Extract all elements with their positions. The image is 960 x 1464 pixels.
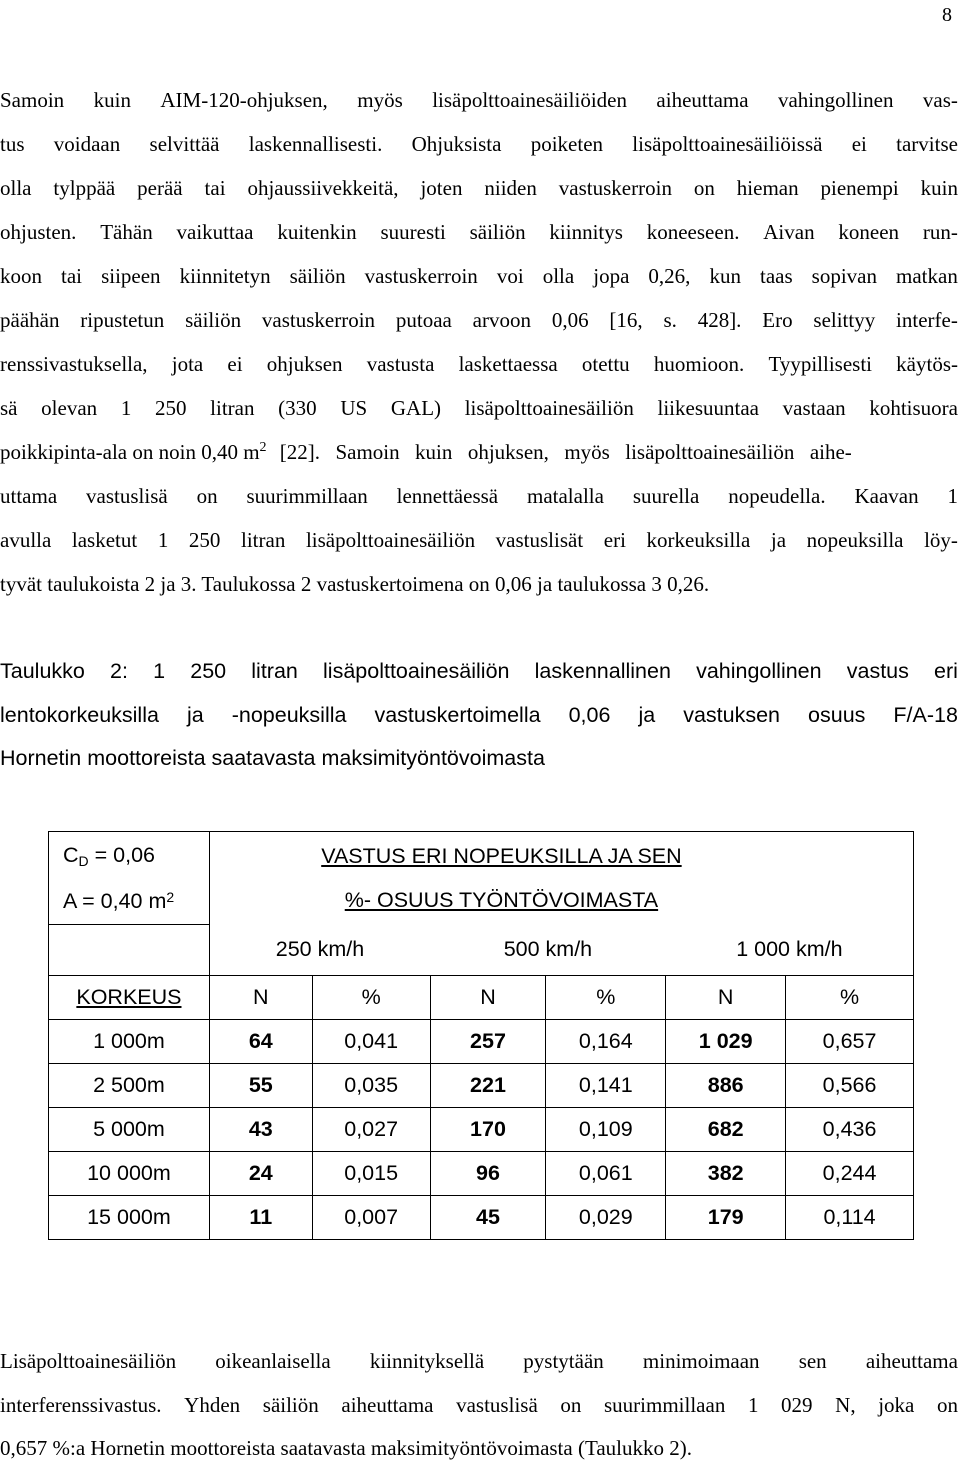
cross-section-area: A = 0,40 $m^2$ (63, 889, 175, 913)
force-cell: 179 (666, 1196, 786, 1240)
force-cell: 64 (209, 1020, 312, 1064)
percent-cell: 0,029 (546, 1196, 666, 1240)
percent-cell: 0,244 (786, 1152, 914, 1196)
table-row (49, 1020, 914, 1064)
altitude-cell: 2 500m (49, 1064, 210, 1108)
table-title-line-1: VASTUS ERI NOPEUKSILLA JA SEN (321, 844, 682, 869)
force-cell: 24 (209, 1152, 312, 1196)
speed-header: 500 km/h (503, 937, 593, 962)
text-line (0, 438, 958, 466)
drag-table (48, 831, 914, 1240)
caption-line: Taulukko 2: 1 250 litran lisäpolttoainesäiliön laskennallinen vahingollinen vastus eri (0, 659, 958, 683)
altitude-cell: 10 000m (49, 1152, 210, 1196)
force-cell: 11 (209, 1196, 312, 1240)
table-row (49, 1064, 914, 1108)
speed-header: 250 km/h (209, 925, 430, 976)
empty-cell (49, 925, 210, 976)
text-line: avulla lasketut 1 250 litran lisäpolttoainesäiliön vastuslisät eri korkeuksilla ja nopeuksilla löy- (0, 528, 958, 552)
text-line: interferenssivastus. Yhden säiliön aiheuttama vastuslisä on suurimmillaan 1 029 N, joka on (0, 1393, 958, 1417)
percent-cell: 0,061 (546, 1152, 666, 1196)
unit-header: N (430, 976, 546, 1020)
percent-cell: 0,436 (786, 1108, 914, 1152)
percent-cell: 0,114 (786, 1196, 914, 1240)
altitude-cell: 5 000m (49, 1108, 210, 1152)
percent-cell: 0,141 (546, 1064, 666, 1108)
percent-cell: 0,035 (312, 1064, 430, 1108)
unit-header: N (209, 976, 312, 1020)
percent-cell: 0,164 (546, 1020, 666, 1064)
force-cell: 55 (209, 1064, 312, 1108)
text-fragment: [22]. Samoin kuin ohjuksen, myös lisäpolttoainesäiliön aihe- (279, 440, 852, 464)
percent-cell: 0,007 (312, 1196, 430, 1240)
percent-cell: 0,657 (786, 1020, 914, 1064)
text-line: Lisäpolttoainesäiliön oikeanlaisella kiinnityksellä pystytään minimoimaan sen aiheuttama (0, 1349, 958, 1373)
text-line: tus voidaan selvittää laskennallisesti. Ohjuksista poiketen lisäpolttoainesäiliöissä ei tarvitse (0, 132, 958, 156)
percent-cell: 0,027 (312, 1108, 430, 1152)
text-line: sä olevan 1 250 litran (330 US GAL) lisäpolttoainesäiliön liikesuuntaa vastaan kohtisuora (0, 396, 958, 420)
force-cell: 221 (430, 1064, 546, 1108)
text-line: ohjusten. Tähän vaikuttaa kuitenkin suuresti säiliön kiinnitys koneeseen. Aivan koneen run- (0, 220, 958, 244)
force-cell: 43 (209, 1108, 312, 1152)
table-row (49, 1108, 914, 1152)
force-cell: 382 (666, 1152, 786, 1196)
percent-cell: 0,041 (312, 1020, 430, 1064)
caption-line: lentokorkeuksilla ja -nopeuksilla vastuskertoimella 0,06 ja vastuksen osuus F/A-18 (0, 703, 958, 727)
text-fragment: poikkipinta-ala on noin 0,40 m (0, 440, 260, 464)
text-line: Samoin kuin AIM-120-ohjuksen, myös lisäpolttoainesäiliöiden aiheuttama vahingollinen vas- (0, 88, 958, 112)
unit-header: N (666, 976, 786, 1020)
caption-line: Hornetin moottoreista saatavasta maksimityöntövoimasta (0, 746, 545, 770)
unit-header: % (312, 976, 430, 1020)
table-title-line-2: %- OSUUS TYÖNTÖVOIMASTA (344, 888, 659, 913)
force-cell: 170 (430, 1108, 546, 1152)
percent-cell: 0,566 (786, 1064, 914, 1108)
constants-cell (49, 832, 210, 925)
force-cell: 1 029 (666, 1020, 786, 1064)
altitude-cell: 1 000m (49, 1020, 210, 1064)
force-cell: 886 (666, 1064, 786, 1108)
text-line: koon tai siipeen kiinnitetyn säiliön vastuskerroin voi olla jopa 0,26, kun taas sopivan matkan (0, 264, 958, 288)
percent-cell: 0,015 (312, 1152, 430, 1196)
table-row (49, 1196, 914, 1240)
table-title-cell (209, 832, 913, 925)
page-number: 8 (942, 4, 952, 26)
superscript: 2 (259, 440, 267, 455)
drag-coefficient: CD = 0,06 (63, 843, 156, 869)
speed-header: 1 000 km/h (666, 925, 914, 976)
force-cell: 96 (430, 1152, 546, 1196)
text-line: uttama vastuslisä on suurimmillaan lennettäessä matalalla suurella nopeudella. Kaavan 1 (0, 484, 958, 508)
force-cell: 257 (430, 1020, 546, 1064)
text-line: tyvät taulukoista 2 ja 3. Taulukossa 2 vastuskertoimena on 0,06 ja taulukossa 3 0,26. (0, 572, 710, 596)
force-cell: 682 (666, 1108, 786, 1152)
text-line: päähän ripustetun säiliön vastuskerroin putoaa arvoon 0,06 [16, s. 428]. Ero selittyy interfe- (0, 308, 958, 332)
text-line: renssivastuksella, jota ei ohjuksen vastusta laskettaessa otettu huomioon. Tyypillisesti käytös- (0, 352, 958, 376)
text-line: olla tylppää perää tai ohjaussiivekkeitä, joten niiden vastuskerroin on hieman pienempi kuin (0, 176, 958, 200)
percent-cell: 0,109 (546, 1108, 666, 1152)
text-line: 0,657 %:a Hornetin moottoreista saatavasta maksimityöntövoimasta (Taulukko 2). (0, 1436, 692, 1460)
altitude-header: KORKEUS (49, 976, 210, 1020)
altitude-cell: 15 000m (49, 1196, 210, 1240)
table-row (49, 1152, 914, 1196)
unit-header: % (546, 976, 666, 1020)
force-cell: 45 (430, 1196, 546, 1240)
unit-header: % (786, 976, 914, 1020)
